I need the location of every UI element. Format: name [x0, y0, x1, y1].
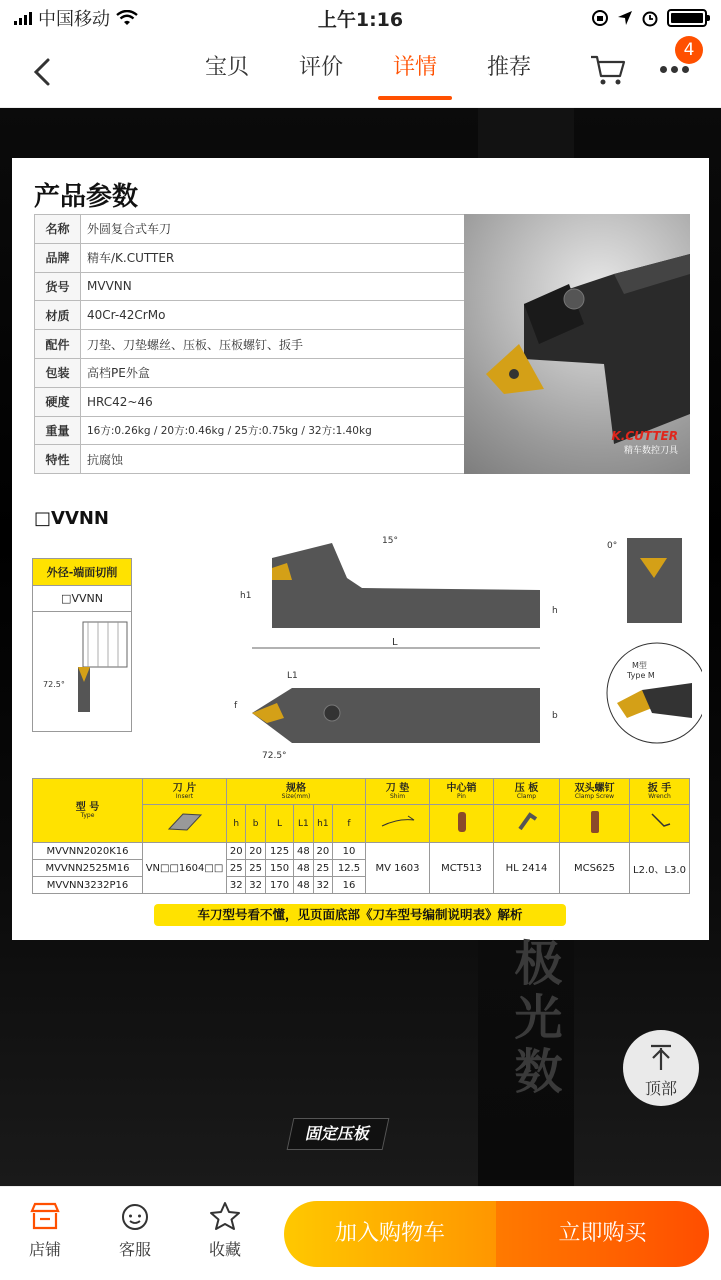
svg-text:0°: 0°: [607, 541, 618, 551]
table-row: 货号 MVVNN: [35, 272, 474, 301]
spec-header-clamp: 压 板 Clamp: [494, 779, 560, 805]
table-row: 硬度 HRC42~46: [35, 387, 474, 416]
screw-icon: [587, 809, 603, 835]
svg-text:72.5°: 72.5°: [262, 751, 287, 761]
status-bar: [0, 0, 721, 36]
spec-header-shim: 刀 垫 Shim: [366, 779, 430, 805]
cutting-type-name: □VVNN: [32, 586, 132, 612]
svg-text:M型: M型: [632, 661, 647, 670]
tab-details[interactable]: 详情: [368, 36, 462, 108]
fixed-plate-label: 固定压板: [287, 1118, 390, 1150]
watermark: 极光数: [506, 938, 562, 1100]
wrench-value: L2.0、L3.0: [630, 843, 690, 894]
wrench-icon: [648, 810, 672, 834]
carrier-label: 中国移动: [38, 9, 110, 30]
favorite-button[interactable]: 收藏: [190, 1201, 260, 1260]
table-row: 品牌 精车/K.CUTTER: [35, 243, 474, 272]
store-button[interactable]: 店铺: [10, 1201, 80, 1260]
tab-item[interactable]: 宝贝: [204, 55, 249, 80]
clamp-value: HL 2414: [494, 843, 560, 894]
series-title: □VVNN: [34, 508, 109, 529]
spec-title: 产品参数: [34, 182, 139, 212]
pin-value: MCT513: [430, 843, 494, 894]
signal-icon: [14, 11, 32, 25]
insert-value: VN□□1604□□: [143, 843, 227, 894]
table-row: 特性 抗腐蚀: [35, 445, 474, 474]
spec-header-type: 型 号 Type: [33, 779, 143, 843]
more-icon[interactable]: [660, 66, 689, 73]
spec-header-size: 规格 Size(mm): [227, 779, 366, 805]
table-row: 重量 16方:0.26kg / 20方:0.46kg / 25方:0.75kg / 32方:1.40kg: [35, 416, 474, 445]
cutting-type-head: 外径-端面切削: [32, 558, 132, 586]
customer-service-button[interactable]: 客服: [100, 1201, 170, 1260]
spec-table: 型 号 Type 刀 片 Insert 规格 Size(mm) 刀 垫 Shim 中心销 Pin 压 板 Clamp 双头螺钉 Clamp Screw 扳 手 Wrench h b L L1 h1 f MVVNN2020K16 VN□□1604□□ 20 20 125 48 20 10 MV 1603 MCT513 HL 2414 MCS625 L2.0、L3.0 MVVNN2525M16 25 25 150 48 25 12.5 MVVNN3232P16 32 32 170 48 32 16: [32, 778, 690, 894]
back-to-top-label: 顶部: [644, 1079, 677, 1098]
nav-bar: [0, 36, 721, 108]
svg-text:L: L: [392, 637, 398, 648]
shim-icon: [378, 814, 418, 830]
spec-header-pin: 中心销 Pin: [430, 779, 494, 805]
add-to-cart-button[interactable]: 加入购物车: [284, 1201, 496, 1267]
clamp-icon: [516, 811, 538, 833]
table-row: 材质 40Cr-42CrMo: [35, 301, 474, 330]
table-row: 名称 外圆复合式车刀: [35, 215, 474, 244]
back-icon[interactable]: [28, 52, 58, 92]
message-badge: 4: [675, 36, 703, 64]
star-icon: [209, 1201, 241, 1231]
tab-recommend[interactable]: 推荐: [486, 55, 531, 80]
table-row: 配件 刀垫、刀垫螺丝、压板、压板螺钉、扳手: [35, 330, 474, 359]
table-row: MVVNN2525M16 25 25 150 48 25 12.5: [33, 860, 690, 877]
wifi-icon: [116, 10, 138, 26]
detail-content[interactable]: [0, 108, 721, 1188]
screw-value: MCS625: [560, 843, 630, 894]
bottom-action-bar: [0, 1186, 721, 1280]
tool-photo: [464, 214, 690, 474]
buy-now-button[interactable]: 立即购买: [496, 1201, 709, 1267]
product-spec-image: [12, 158, 709, 940]
arrow-up-icon: [623, 1030, 699, 1076]
service-icon: [119, 1201, 151, 1231]
table-row: 包装 高档PE外盒: [35, 358, 474, 387]
spec-header-wrench: 扳 手 Wrench: [630, 779, 690, 805]
table-row: MVVNN2020K16 VN□□1604□□ 20 20 125 48 20 10 MV 1603 MCT513 HL 2414 MCS625 L2.0、L3.0: [33, 843, 690, 860]
photo-brand: K.CUTTER: [611, 429, 678, 443]
svg-text:h: h: [552, 606, 558, 616]
cutting-diagram: [32, 612, 132, 732]
table-row: MVVNN3232P16 32 32 170 48 32 16: [33, 877, 690, 894]
rotation-lock-icon: [591, 9, 609, 27]
svg-text:15°: 15°: [382, 536, 398, 546]
pin-icon: [454, 810, 470, 834]
svg-text:Type M: Type M: [627, 671, 655, 680]
insert-icon: [165, 811, 205, 833]
alarm-icon: [641, 9, 659, 27]
photo-brand-cn: 精车数控刀具: [623, 446, 678, 456]
svg-text:h1: h1: [240, 591, 252, 601]
technical-drawings: [222, 518, 702, 768]
svg-text:L1: L1: [287, 671, 298, 681]
cart-icon[interactable]: [588, 52, 628, 88]
params-table: [34, 214, 474, 474]
svg-text:b: b: [552, 711, 558, 721]
store-icon: [29, 1201, 61, 1231]
back-to-top-button[interactable]: [623, 1030, 699, 1106]
tab-reviews[interactable]: 评价: [298, 55, 343, 80]
status-time: 上午1:16: [317, 8, 404, 31]
svg-text:f: f: [234, 701, 238, 711]
location-icon: [617, 10, 633, 26]
svg-text:72.5°: 72.5°: [43, 680, 65, 689]
model-note: 车刀型号看不懂，见页面底部《刀车型号编制说明表》解析: [154, 904, 566, 926]
spec-header-insert: 刀 片 Insert: [143, 779, 227, 805]
spec-header-screw: 双头螺钉 Clamp Screw: [560, 779, 630, 805]
battery-icon: [667, 9, 707, 27]
cutting-type-box: [32, 558, 132, 732]
shim-value: MV 1603: [366, 843, 430, 894]
